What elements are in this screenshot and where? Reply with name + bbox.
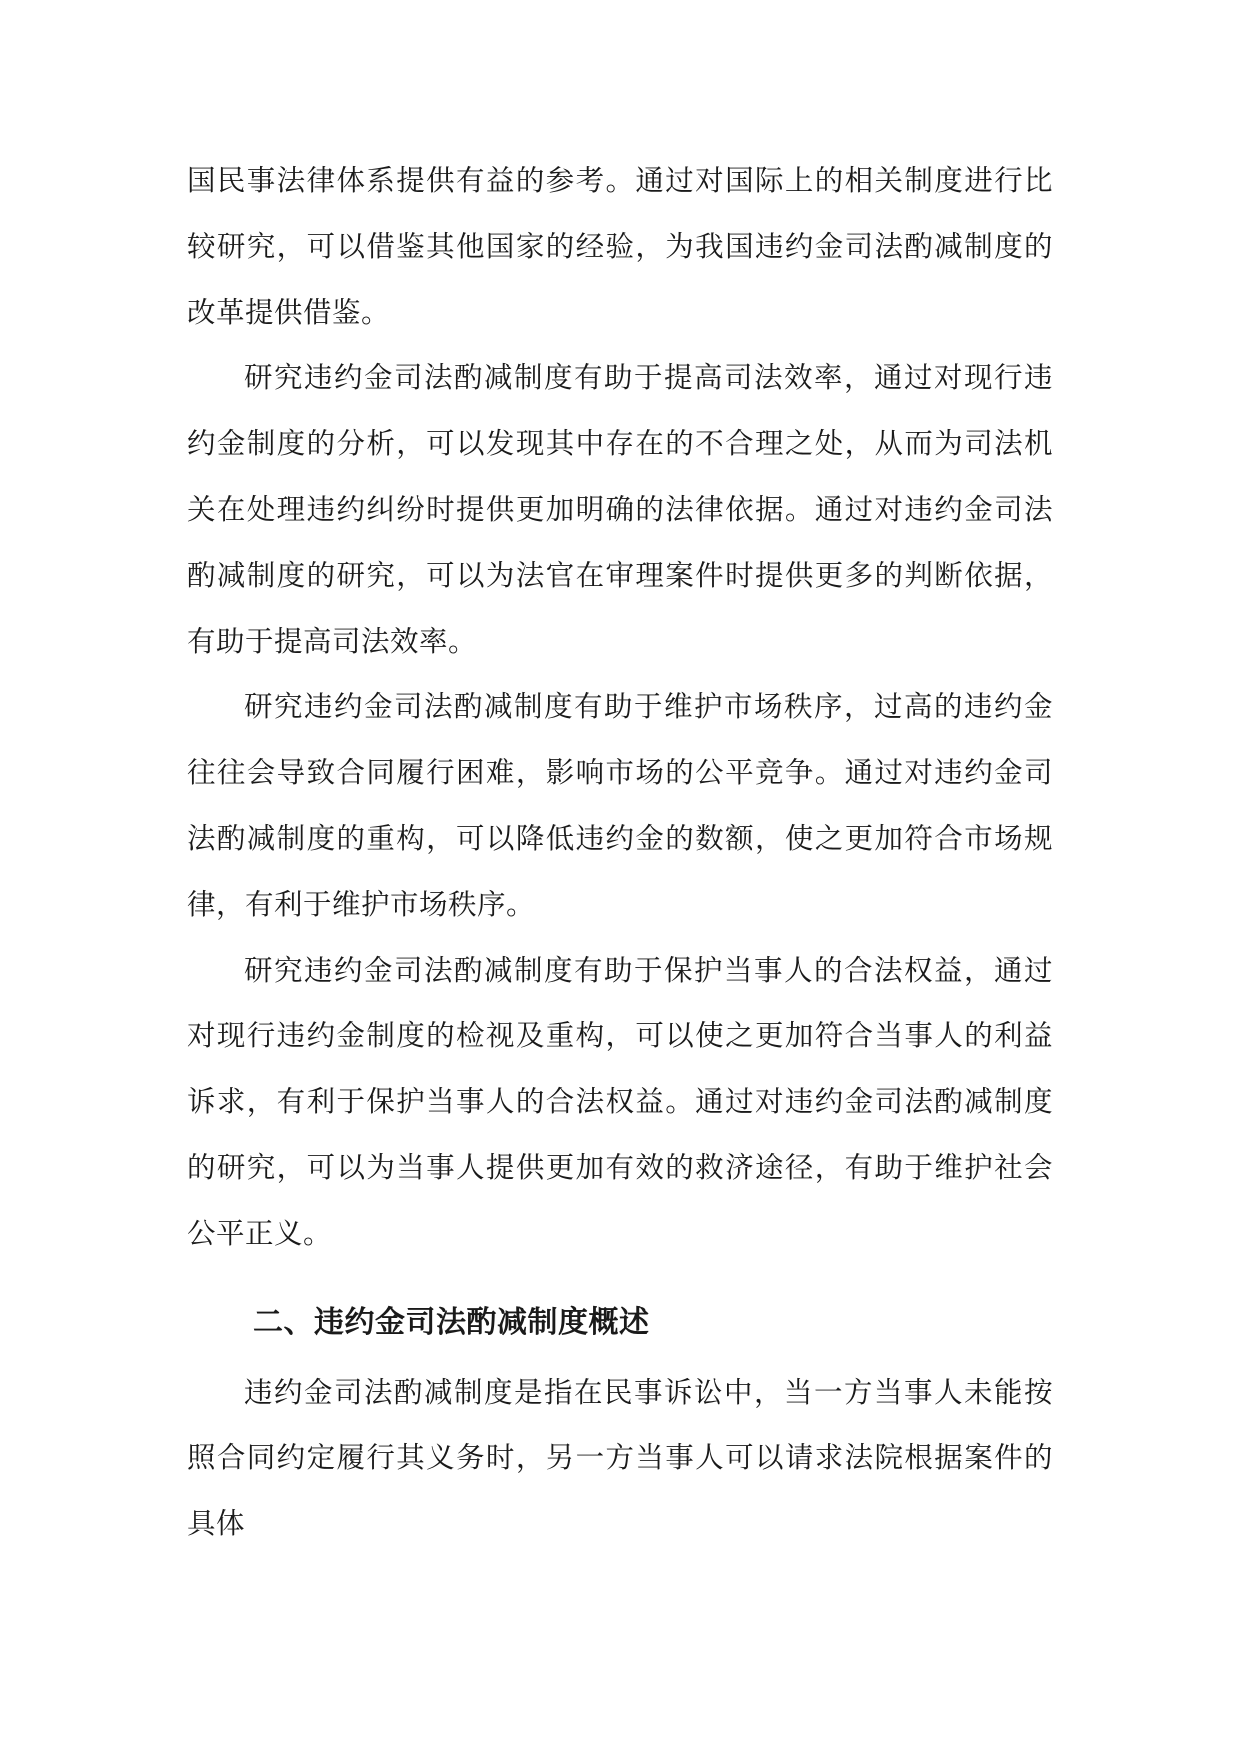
paragraph-market-order: 研究违约金司法酌减制度有助于维护市场秩序，过高的违约金往往会导致合同履行困难，影响市场的公平竞争。通过对违约金司法酌减制度的重构，可以降低违约金的数额，使之更加符合市场规律，有利于维护市场秩序。 bbox=[187, 690, 1053, 921]
paragraph-legal-rights: 研究违约金司法酌减制度有助于保护当事人的合法权益，通过对现行违约金制度的检视及重构，可以使之更加符合当事人的利益诉求，有利于保护当事人的合法权益。通过对违约金司法酌减制度的研究，可以为当事人提供更加有效的救济途径，有助于维护社会公平正义。 bbox=[187, 953, 1053, 1250]
document-body bbox=[187, 148, 1053, 1557]
section-heading: 二、违约金司法酌减制度概述 bbox=[253, 1304, 650, 1340]
paragraph-section-intro: 违约金司法酌减制度是指在民事诉讼中，当一方当事人未能按照合同约定履行其义务时，另一方当事人可以请求法院根据案件的具体 bbox=[187, 1375, 1053, 1541]
paragraph-continuation: 国民事法律体系提供有益的参考。通过对国际上的相关制度进行比较研究，可以借鉴其他国家的经验，为我国违约金司法酌减制度的改革提供借鉴。 bbox=[187, 164, 1053, 329]
paragraph-judicial-efficiency: 研究违约金司法酌减制度有助于提高司法效率，通过对现行违约金制度的分析，可以发现其中存在的不合理之处，从而为司法机关在处理违约纠纷时提供更加明确的法律依据。通过对违约金司法酌减制度的研究，可以为法官在审理案件时提供更多的判断依据，有助于提高司法效率。 bbox=[187, 361, 1053, 658]
